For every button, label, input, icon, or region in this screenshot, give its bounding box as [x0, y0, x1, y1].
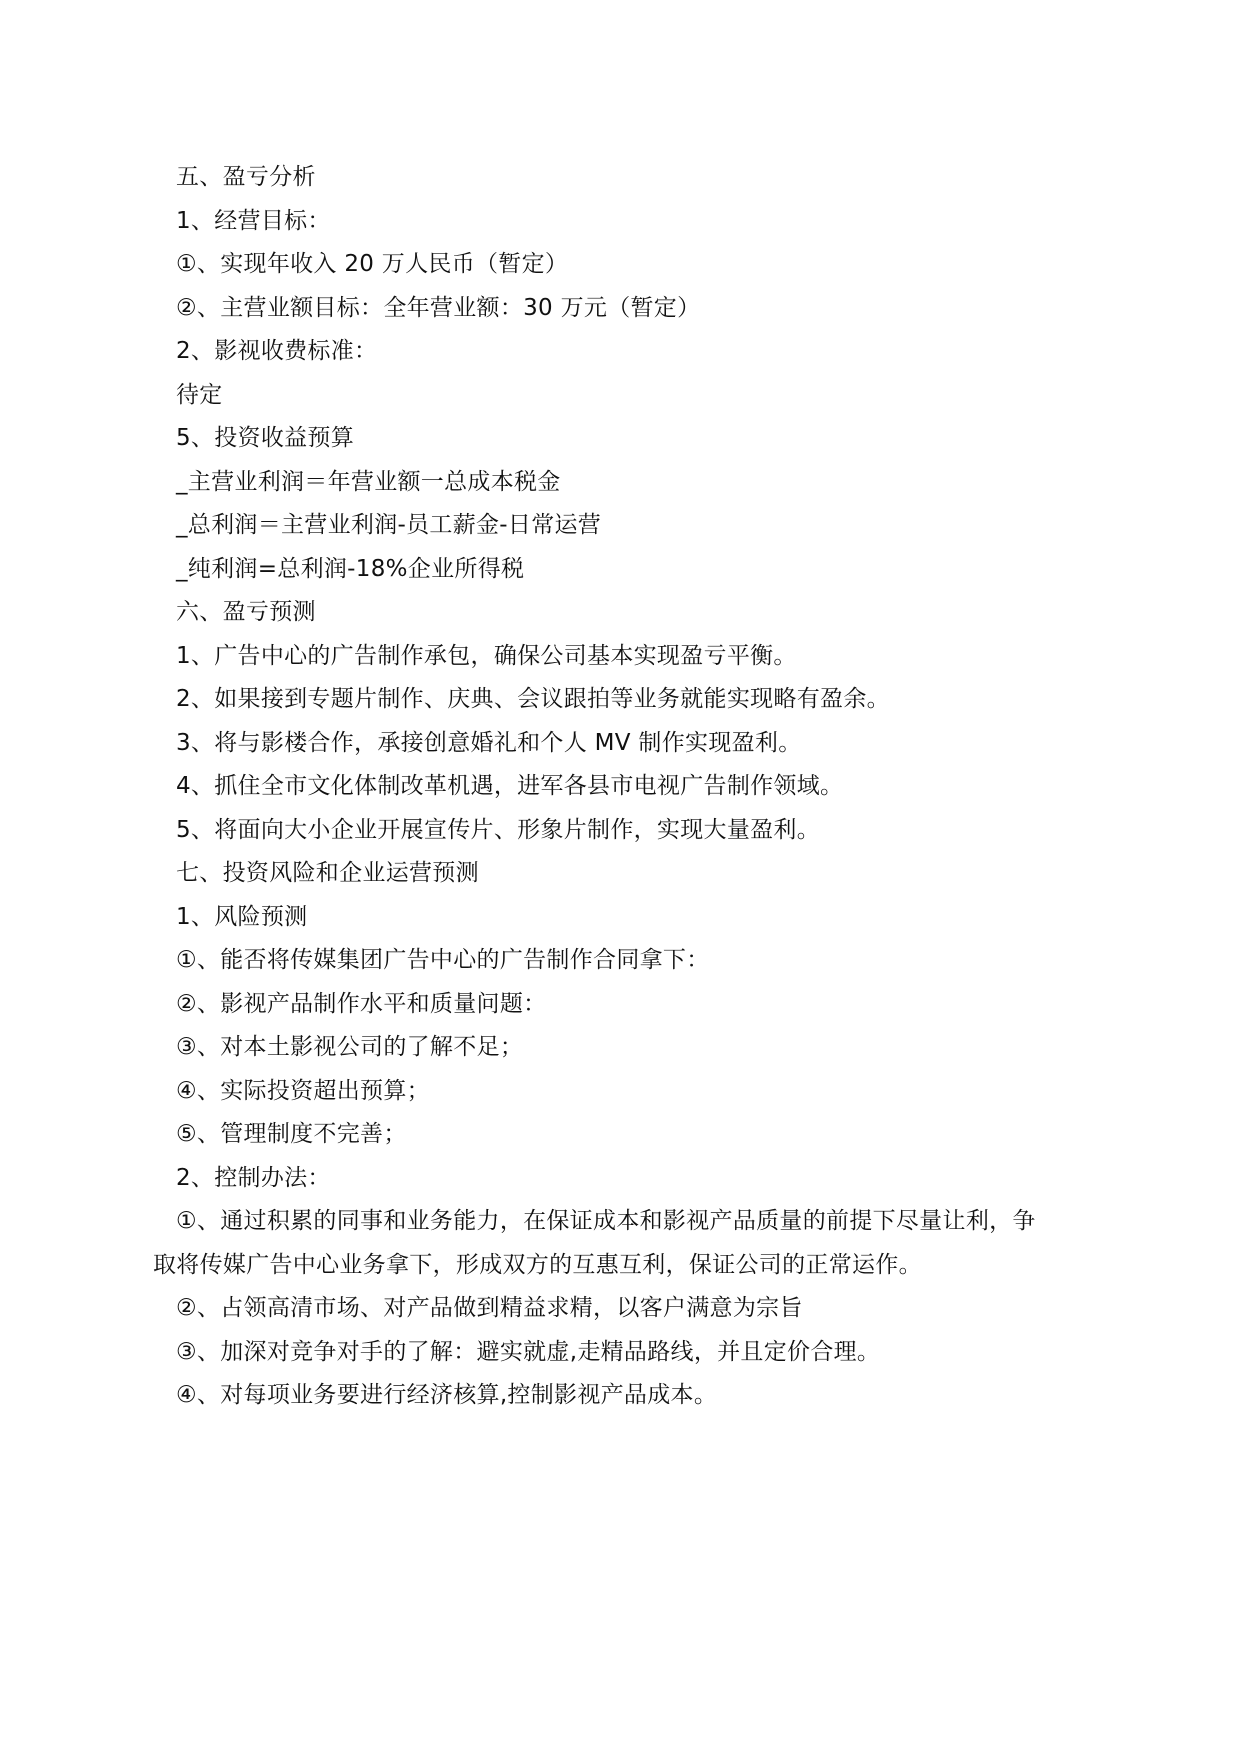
- paragraph-line: 1、风险预测: [176, 904, 308, 930]
- paragraph-line: 2、控制办法：: [176, 1165, 331, 1191]
- paragraph-line: 1、经营目标：: [176, 208, 331, 234]
- paragraph-line: 3、将与影楼合作，承接创意婚礼和个人 MV 制作实现盈利。: [176, 730, 802, 756]
- paragraph-line: 1、广告中心的广告制作承包，确保公司基本实现盈亏平衡。: [176, 643, 797, 669]
- formula-line: _总利润＝主营业利润-员工薪金-日常运营: [176, 512, 602, 538]
- paragraph-line: 5、将面向大小企业开展宣传片、形象片制作，实现大量盈利。: [176, 817, 821, 843]
- paragraph-line: 待定: [176, 382, 223, 408]
- section-heading-profit-analysis: 五、盈亏分析: [176, 164, 316, 190]
- section-heading-profit-forecast: 六、盈亏预测: [176, 599, 316, 625]
- paragraph-line: ①、实现年收入 20 万人民币（暂定）: [176, 251, 569, 277]
- paragraph-line: ⑤、管理制度不完善；: [176, 1121, 407, 1147]
- paragraph-line: ③、对本土影视公司的了解不足；: [176, 1034, 524, 1060]
- paragraph-line: 2、影视收费标准：: [176, 338, 378, 364]
- section-heading-investment-risk: 七、投资风险和企业运营预测: [176, 860, 479, 886]
- paragraph-line: 5、投资收益预算: [176, 425, 355, 451]
- paragraph-line: ①、通过积累的同事和业务能力，在保证成本和影视产品质量的前提下尽量让利，争: [176, 1208, 1036, 1234]
- paragraph-line: 2、如果接到专题片制作、庆典、会议跟拍等业务就能实现略有盈余。: [176, 686, 890, 712]
- paragraph-line: ③、加深对竞争对手的了解：避实就虚,走精品路线，并且定价合理。: [176, 1339, 881, 1365]
- paragraph-line: ②、占领高清市场、对产品做到精益求精，以客户满意为宗旨: [176, 1295, 803, 1321]
- formula-line: _主营业利润＝年营业额一总成本税金: [176, 469, 561, 495]
- paragraph-line: ②、主营业额目标：全年营业额：30 万元（暂定）: [176, 295, 701, 321]
- paragraph-line: 4、抓住全市文化体制改革机遇，进军各县市电视广告制作领域。: [176, 773, 844, 799]
- formula-line: _纯利润=总利润-18%企业所得税: [176, 556, 525, 582]
- paragraph-line: ④、对每项业务要进行经济核算,控制影视产品成本。: [176, 1382, 718, 1408]
- paragraph-line-continued: 取将传媒广告中心业务拿下，形成双方的互惠互利，保证公司的正常运作。: [153, 1252, 922, 1278]
- paragraph-line: ④、实际投资超出预算；: [176, 1078, 430, 1104]
- paragraph-line: ①、能否将传媒集团广告中心的广告制作合同拿下：: [176, 947, 710, 973]
- paragraph-line: ②、影视产品制作水平和质量问题：: [176, 991, 547, 1017]
